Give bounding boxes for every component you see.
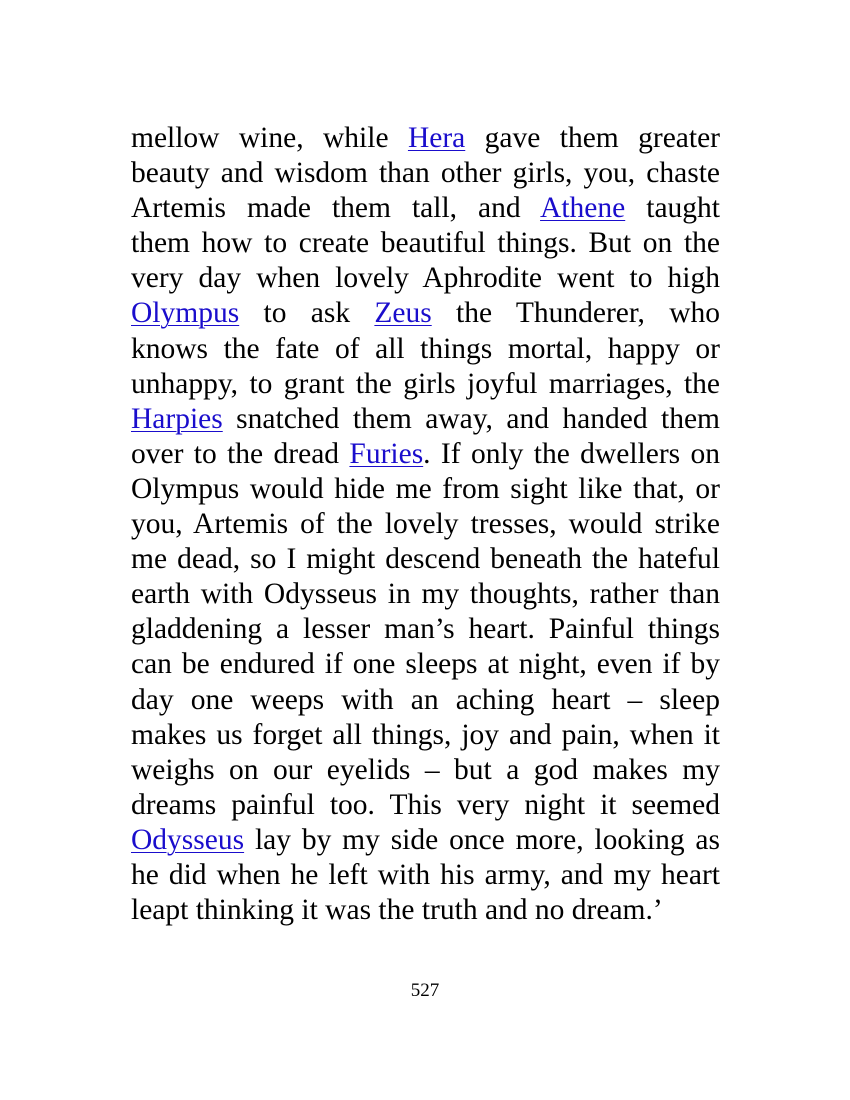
text-line: [131, 156, 720, 191]
link-zeus[interactable]: Zeus: [374, 297, 432, 330]
text-line: [131, 577, 720, 612]
text-segment: gladdening a lesser man’s heart. Painful things: [131, 613, 720, 646]
link-harpies[interactable]: Harpies: [131, 402, 223, 435]
text-segment: he did when he left with his army, and my heart: [131, 858, 720, 891]
text-segment: beauty and wisdom than other girls, you, chaste: [131, 157, 720, 190]
text-segment: Olympus would hide me from sight like that, or: [131, 472, 720, 505]
text-segment: can be endured if one sleeps at night, even if by: [131, 648, 720, 681]
text-line: [131, 893, 720, 928]
text-segment: taught: [625, 192, 720, 225]
text-line: [131, 472, 720, 507]
text-segment: weighs on our eyelids – but a god makes my: [131, 753, 720, 786]
text-line: [131, 683, 720, 718]
page-number: 527: [410, 980, 440, 1001]
link-olympus[interactable]: Olympus: [131, 297, 240, 330]
text-segment: earth with Odysseus in my thoughts, rather than: [131, 578, 720, 611]
text-segment: the Thunderer, who: [431, 297, 720, 330]
text-line: [131, 612, 720, 647]
text-segment: snatched them away, and handed them: [222, 402, 720, 435]
text-segment: unhappy, to grant the girls joyful marriages, the: [131, 367, 720, 400]
text-line: [131, 788, 720, 823]
text-line: [131, 718, 720, 753]
text-line: [131, 437, 720, 472]
link-athene[interactable]: Athene: [540, 192, 626, 225]
text-line: [131, 261, 720, 296]
text-line: [131, 858, 720, 893]
text-line: [131, 191, 720, 226]
text-segment: very day when lovely Aphrodite went to high: [131, 262, 720, 295]
text-line: [131, 647, 720, 682]
text-segment: gave them greater: [465, 122, 720, 154]
body-text: [131, 121, 720, 928]
text-line: [131, 542, 720, 577]
text-segment: dreams painful too. This very night it seemed: [131, 788, 720, 821]
text-segment: over to the dread: [131, 437, 350, 470]
text-line: [131, 367, 720, 402]
text-line: [131, 753, 720, 788]
text-line: [131, 226, 720, 261]
text-line: [131, 296, 720, 331]
text-segment: leapt thinking it was the truth and no dream.’: [131, 894, 663, 927]
text-segment: you, Artemis of the lovely tresses, would strike: [131, 508, 720, 541]
text-segment: day one weeps with an aching heart – sleep: [131, 683, 720, 716]
link-hera[interactable]: Hera: [407, 122, 466, 154]
text-line: [131, 402, 720, 437]
text-segment: mellow wine, while: [131, 122, 408, 154]
text-segment: knows the fate of all things mortal, happy or: [131, 332, 720, 365]
text-line: [131, 121, 720, 156]
text-line: [131, 332, 720, 367]
text-segment: them how to create beautiful things. But on the: [131, 227, 720, 260]
text-segment: lay by my side once more, looking as: [244, 823, 720, 856]
text-segment: to ask: [239, 297, 375, 330]
text-line: [131, 507, 720, 542]
link-odysseus[interactable]: Odysseus: [131, 823, 245, 856]
text-segment: Artemis made them tall, and: [131, 192, 541, 225]
link-furies[interactable]: Furies: [349, 437, 424, 470]
text-segment: . If only the dwellers on: [423, 437, 720, 470]
text-line: [131, 823, 720, 858]
text-segment: makes us forget all things, joy and pain, when it: [131, 718, 720, 751]
text-segment: me dead, so I might descend beneath the hateful: [131, 543, 720, 576]
